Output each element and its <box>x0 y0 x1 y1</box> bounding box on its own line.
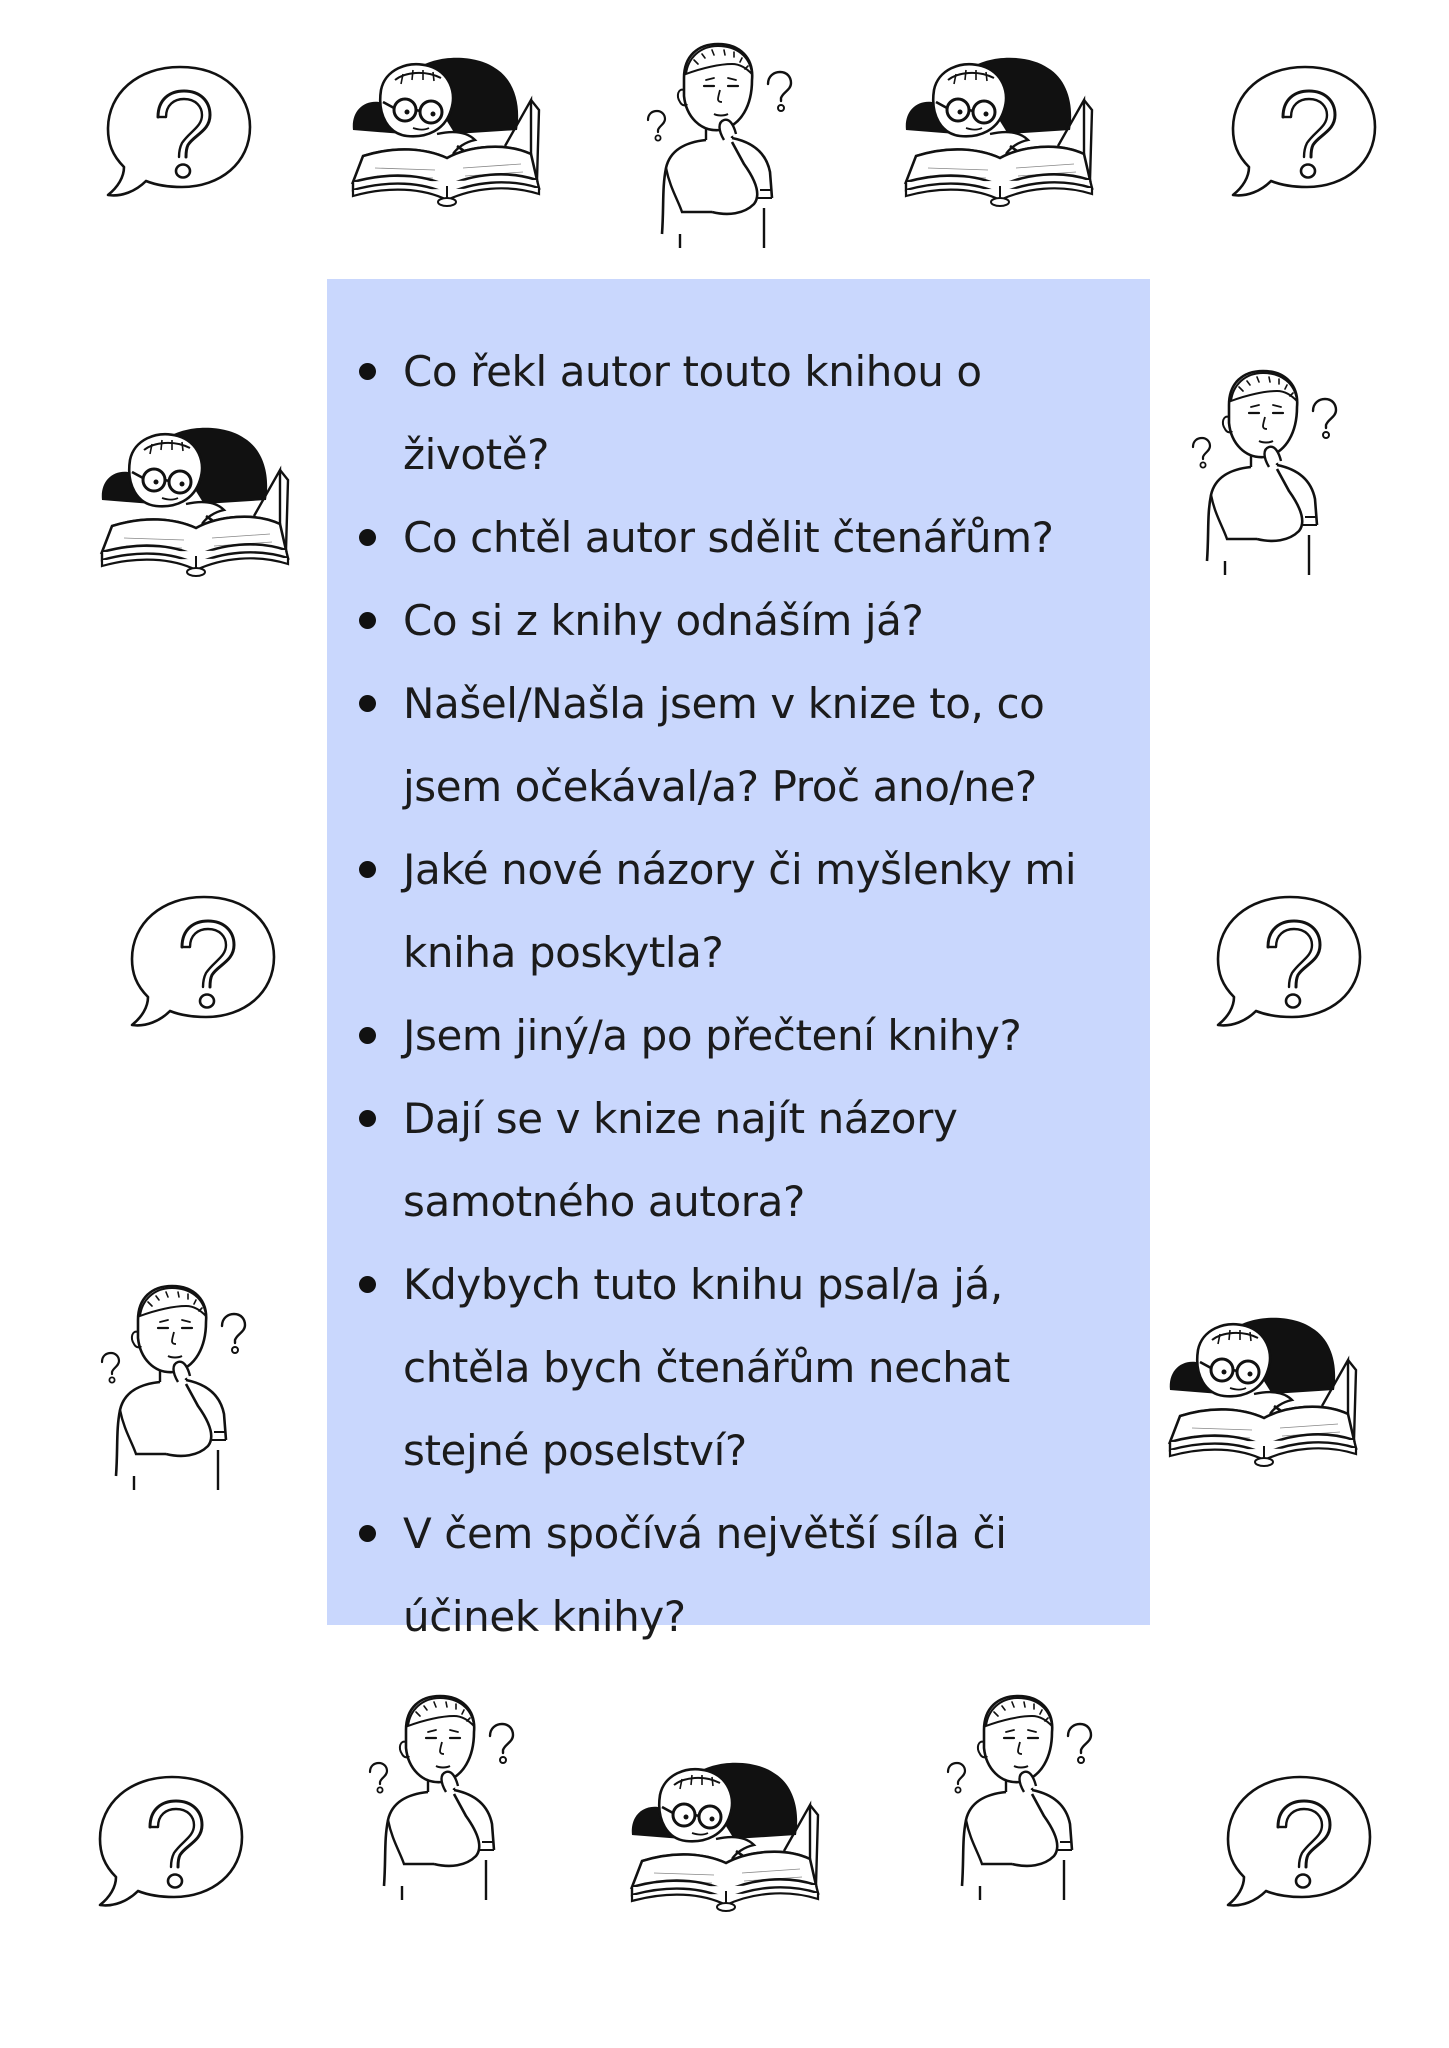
question-bubble-icon <box>1225 55 1385 205</box>
reading-person-icon <box>898 50 1098 210</box>
question-text: Co si z knihy odnáším já? <box>403 596 924 645</box>
question-bubble-icon <box>1210 885 1370 1035</box>
thinking-person-icon <box>640 38 800 248</box>
question-text: Jsem jiný/a po přečtení knihy? <box>403 1011 1022 1060</box>
question-list <box>327 330 1150 1658</box>
question-text: V čem spočívá největší síla či účinek knihy? <box>403 1509 1007 1641</box>
list-item <box>327 496 1150 579</box>
list-item <box>327 1077 1150 1243</box>
question-text: Jaké nové názory či myšlenky mi kniha poskytla? <box>403 845 1077 977</box>
question-bubble-icon <box>100 55 260 205</box>
list-item <box>327 1492 1150 1658</box>
thinking-person-icon <box>362 1690 522 1900</box>
thinking-person-icon <box>94 1280 254 1490</box>
question-text: Našel/Našla jsem v knize to, co jsem očekával/a? Proč ano/ne? <box>403 679 1045 811</box>
bullet-icon <box>359 861 376 878</box>
bullet-icon <box>359 1525 376 1542</box>
reading-person-icon <box>94 420 294 580</box>
question-bubble-icon <box>1220 1765 1380 1915</box>
bullet-icon <box>359 1027 376 1044</box>
question-bubble-icon <box>124 885 284 1035</box>
bullet-icon <box>359 363 376 380</box>
list-item <box>327 1243 1150 1492</box>
list-item <box>327 579 1150 662</box>
question-bubble-icon <box>92 1765 252 1915</box>
reading-person-icon <box>624 1755 824 1915</box>
list-item <box>327 828 1150 994</box>
reading-person-icon <box>345 50 545 210</box>
bullet-icon <box>359 695 376 712</box>
question-text: Co řekl autor touto knihou o životě? <box>403 347 982 479</box>
bullet-icon <box>359 612 376 629</box>
bullet-icon <box>359 529 376 546</box>
thinking-person-icon <box>1185 365 1345 575</box>
question-text: Co chtěl autor sdělit čtenářům? <box>403 513 1054 562</box>
thinking-person-icon <box>940 1690 1100 1900</box>
reading-person-icon <box>1162 1310 1362 1470</box>
list-item <box>327 662 1150 828</box>
question-text: Kdybych tuto knihu psal/a já, chtěla bych čtenářům nechat stejné poselství? <box>403 1260 1010 1475</box>
question-text: Dají se v knize najít názory samotného autora? <box>403 1094 958 1226</box>
questions-panel <box>327 279 1150 1641</box>
list-item <box>327 330 1150 496</box>
bullet-icon <box>359 1276 376 1293</box>
list-item <box>327 994 1150 1077</box>
bullet-icon <box>359 1110 376 1127</box>
